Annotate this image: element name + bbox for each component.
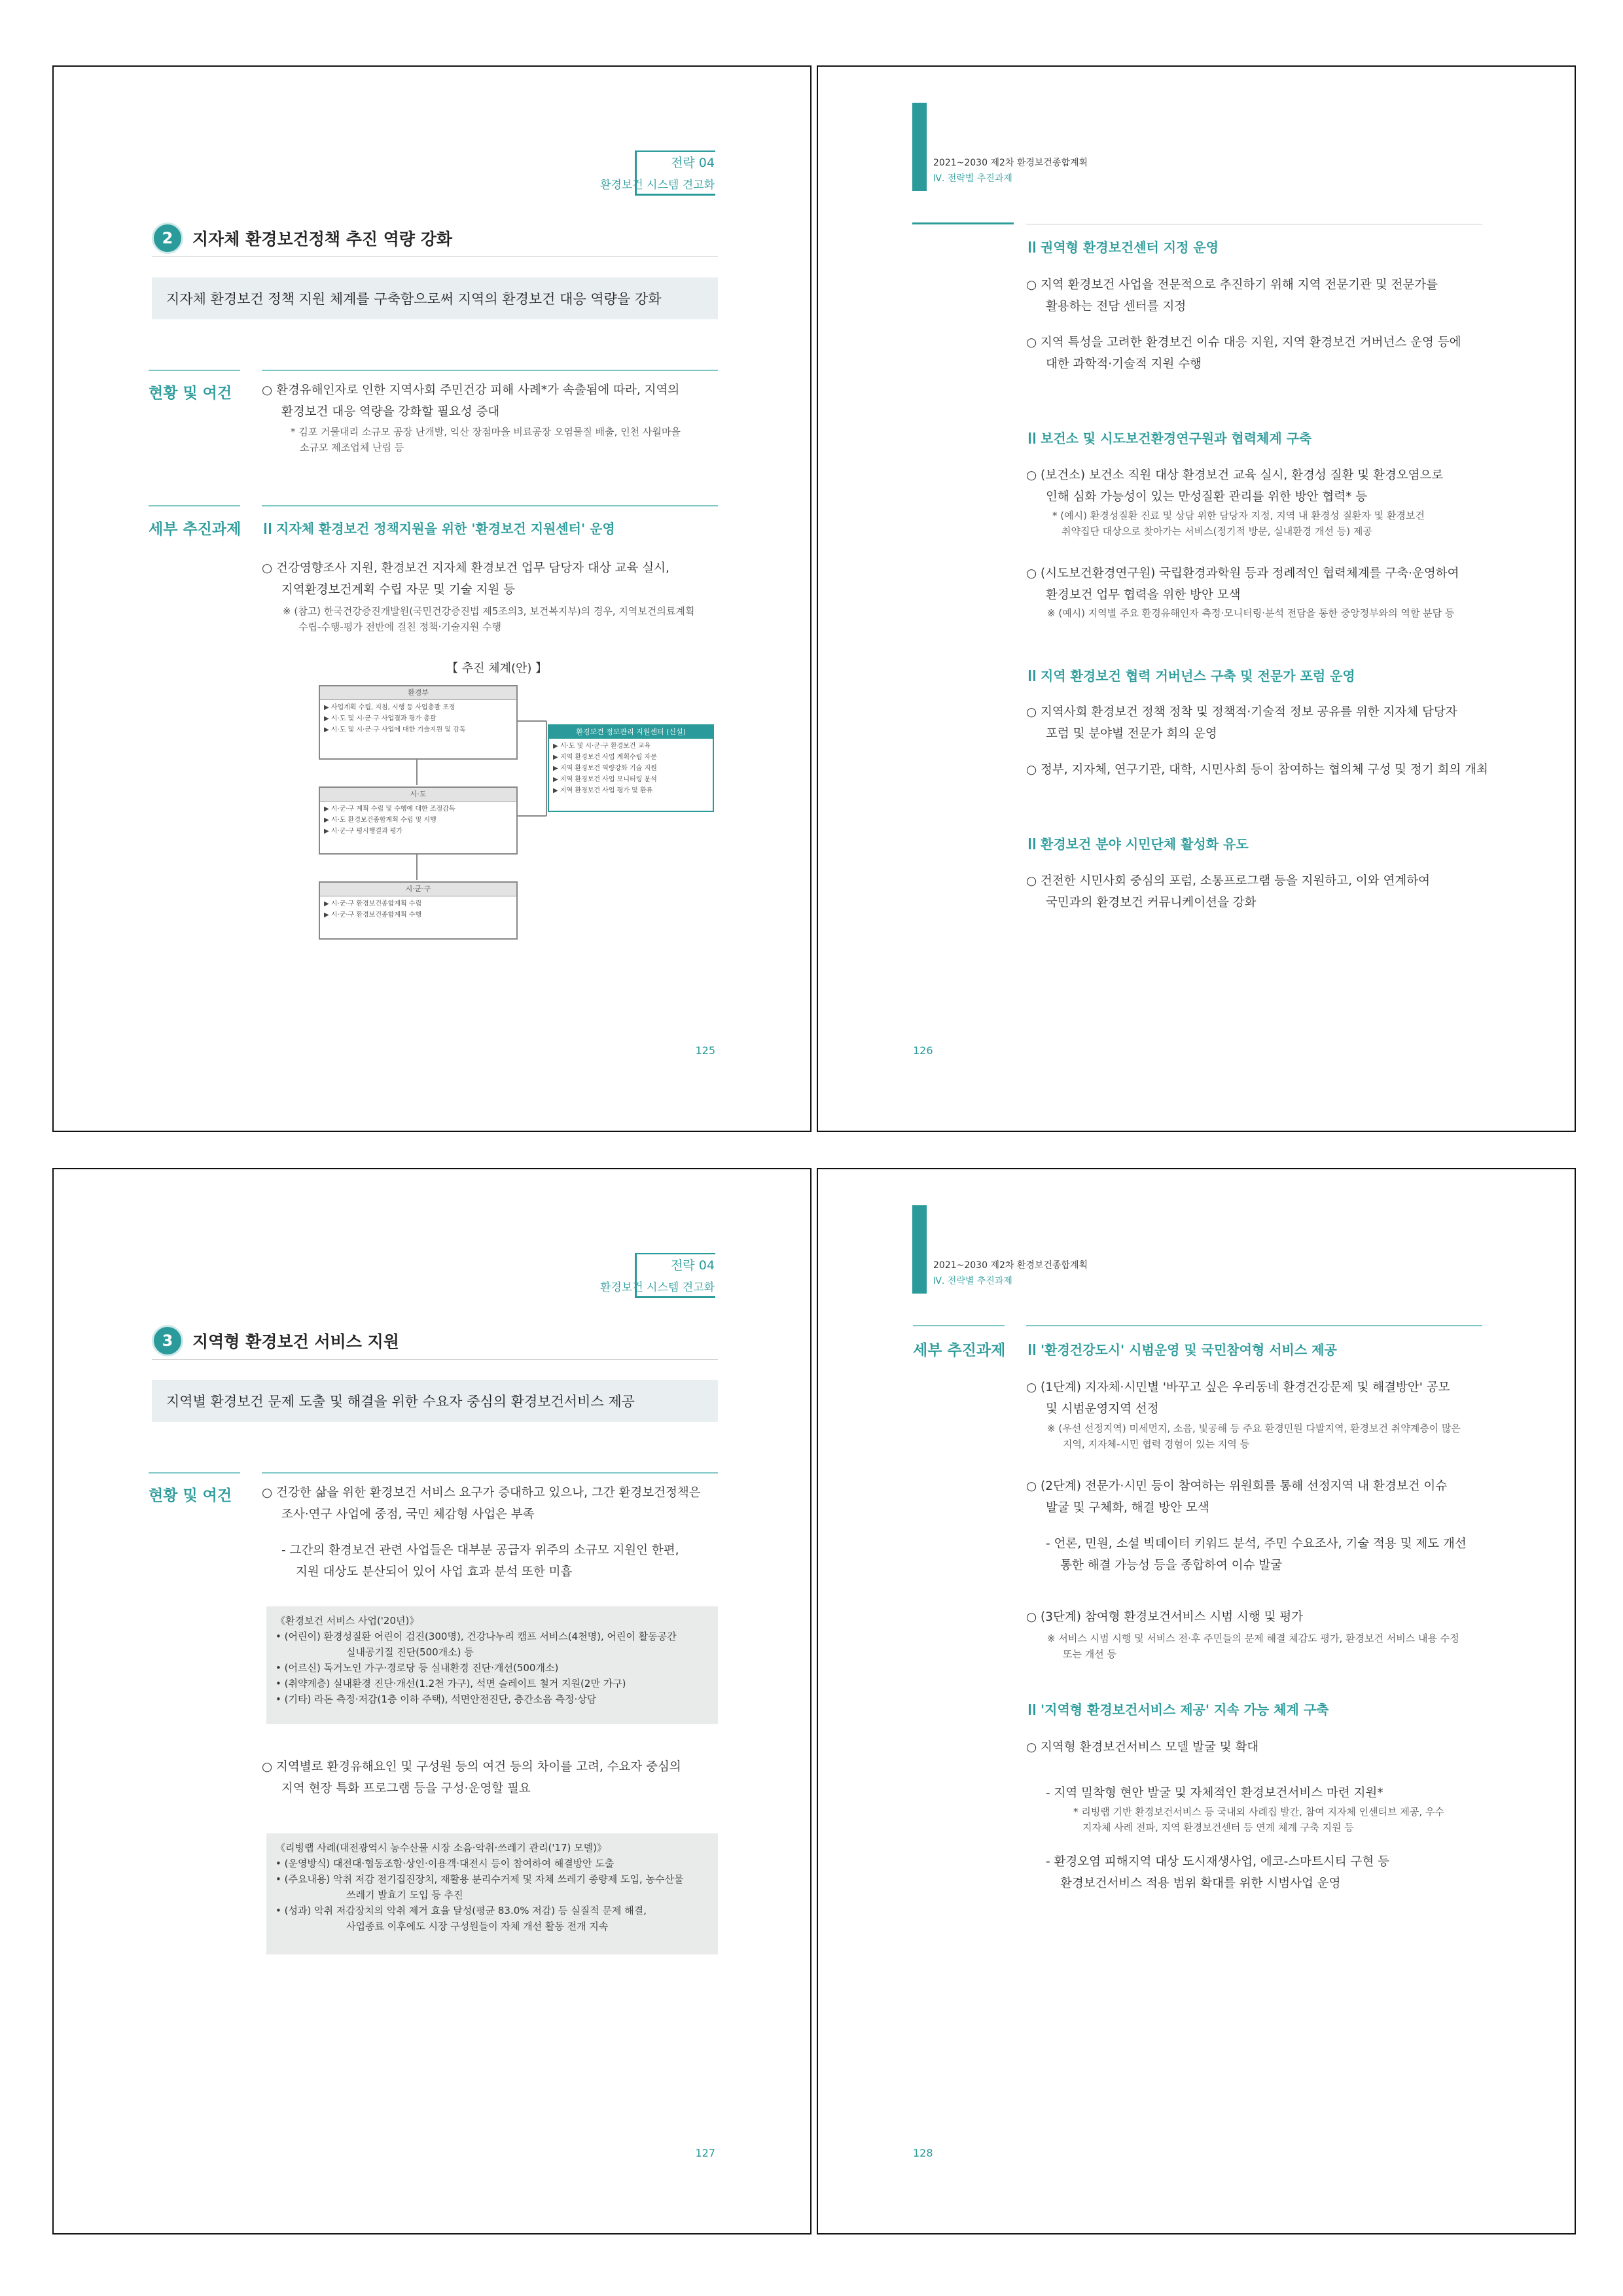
divider — [262, 370, 718, 371]
list-line: • (어르신) 독거노인 가구·경로당 등 실내환경 진단·개선(500개소) — [276, 1662, 559, 1674]
list-line: • (어린이) 환경성질환 어린이 검진(300명), 건강나누리 캠프 서비스(4천명), 어린이 활동공간 — [276, 1631, 677, 1642]
task-note — [283, 603, 694, 635]
page-127 — [52, 1168, 812, 2234]
text-line: 환경보건서비스 적용 범위 확대를 위한 시범사업 운영 — [1060, 1877, 1341, 1890]
bar-icon — [1029, 433, 1035, 444]
header-plan: 2021~2030 제2차 환경보건종합계획 — [933, 1260, 1088, 1271]
text-line: ※ (우선 선정지역) 미세먼지, 소음, 빛공해 등 주요 환경민원 다발지역, 환경보건 취약계층이 많은 — [1047, 1422, 1461, 1434]
list-line: ▶ 시·도 및 시·군·구 환경보건 교육 — [553, 743, 651, 750]
subheading-text: '환경건강도시' 시범운영 및 국민참여형 서비스 제공 — [1041, 1342, 1337, 1358]
text-line: - 언론, 민원, 소셜 빅데이터 키워드 분석, 주민 수요조사, 기술 적용 및 제도 개선 — [1046, 1537, 1467, 1551]
divider — [1026, 1325, 1482, 1326]
text-line: 수립-수행-평가 전반에 걸친 정책·기술지원 수행 — [298, 621, 501, 633]
text-line: ○ (3단계) 참여형 환경보건서비스 시범 시행 및 평가 — [1026, 1610, 1304, 1624]
section-summary: 지역별 환경보건 문제 도출 및 해결을 위한 수요자 중심의 환경보건서비스 제공 — [152, 1380, 718, 1422]
text-line: ○ 건전한 시민사회 중심의 포럼, 소통프로그램 등을 지원하고, 이와 연계하여 — [1026, 874, 1430, 888]
list-line: ▶ 시·군·구 환경보건종합계획 수행 — [324, 911, 422, 919]
list-line: ▶ 시·도 및 시·군·구 사업에 대한 기술지원 및 감독 — [324, 726, 466, 733]
list-line: • (취약계층) 실내환경 진단·개선(1.2천 가구), 석면 슬레이트 철거 지원(2만 가구) — [276, 1678, 626, 1689]
note — [1047, 1631, 1459, 1662]
list-line: • (주요내용) 악취 저감 전기집진장치, 재활용 분리수거제 및 자체 쓰레기 종량제 도입, 농수산물 — [276, 1873, 684, 1885]
text-line: ○ (보건소) 보건소 직원 대상 환경보건 교육 실시, 환경성 질환 및 환경오염으로 — [1026, 468, 1444, 482]
divider — [149, 505, 240, 506]
note — [1047, 1421, 1461, 1452]
text-line: 또는 개선 등 — [1063, 1648, 1116, 1660]
divider — [913, 1325, 1005, 1326]
list-line: 쓰레기 발효기 도입 등 추진 — [346, 1889, 463, 1901]
running-header — [933, 155, 1088, 186]
page-128 — [817, 1168, 1576, 2234]
bar-icon — [1029, 670, 1035, 681]
running-header — [933, 1258, 1088, 1289]
strategy-tag — [600, 152, 715, 196]
section-number: 3 — [152, 1325, 183, 1356]
list-line: ▶ 시·군·구 환경보건종합계획 수립 — [324, 900, 422, 908]
text-line: 환경보건 대응 역량을 강화할 필요성 증대 — [281, 405, 500, 419]
text-line: 지역 현장 특화 프로그램 등을 구성·운영할 필요 — [281, 1782, 531, 1795]
section-summary: 지자체 환경보건 정책 지원 체계를 구축함으로써 지역의 환경보건 대응 역량을 강화 — [152, 277, 718, 319]
list-line: ▶ 시·도 및 시·군·구 사업결과 평가 총괄 — [324, 715, 437, 722]
header-chapter: Ⅳ. 전략별 추진과제 — [933, 173, 1012, 184]
box-header: 시·도 — [320, 788, 516, 802]
page-number: 126 — [913, 1044, 933, 1057]
list-line: ▶ 시·도 환경보건종합계획 수립 및 시행 — [324, 817, 437, 824]
divider — [149, 370, 240, 371]
text-line: ○ 정부, 지자체, 연구기관, 대학, 시민사회 등이 참여하는 협의체 구성 및 정기 회의 개최 — [1026, 763, 1488, 777]
program-box — [266, 1606, 718, 1724]
text-line: - 지역 밀착형 현안 발굴 및 자체적인 환경보건서비스 마련 지원* — [1046, 1786, 1383, 1800]
box-header: 환경보건 정보관리 지원센터 (신설) — [549, 726, 713, 739]
list-line: 《환경보건 서비스 사업('20년)》 — [276, 1615, 419, 1627]
divider — [152, 256, 718, 257]
list-line: ▶ 사업계획 수립, 지침, 시행 등 사업총괄 조정 — [324, 704, 455, 711]
text-block — [262, 1482, 701, 1583]
bar-icon — [1029, 838, 1035, 849]
subheading — [1029, 665, 1355, 684]
list-line: 사업종료 이후에도 시장 구성원들이 자체 개선 활동 전개 지속 — [346, 1920, 609, 1932]
divider — [149, 1472, 240, 1474]
text-line: 환경보건 업무 협력을 위한 방안 모색 — [1046, 588, 1241, 602]
list-line: ▶ 시·군·구 평시행결과 평가 — [324, 828, 403, 835]
strategy-label: 전략 04 — [671, 156, 715, 170]
text-line: 대한 과학적·기술적 지원 수행 — [1046, 357, 1202, 371]
bar-icon — [1029, 1344, 1035, 1355]
page-number: 128 — [913, 2147, 933, 2159]
text-line: * (예시) 환경성질환 진료 및 상담 위한 담당자 지정, 지역 내 환경성 질환자 및 환경보건 — [1052, 510, 1425, 521]
section-heading — [152, 1325, 399, 1356]
header-plan: 2021~2030 제2차 환경보건종합계획 — [933, 158, 1088, 168]
status-label: 현황 및 여건 — [149, 1487, 232, 1504]
text-line: ○ 지역사회 환경보건 정책 정착 및 정책적·기술적 정보 공유를 위한 지자체 담당자 — [1026, 705, 1457, 719]
text-block — [1026, 870, 1430, 913]
text-line: 취약집단 대상으로 찾아가는 서비스(정기적 방문, 실내환경 개선 등) 제공 — [1061, 525, 1372, 537]
list-line: • (운영방식) 대전대·협동조합·상인·이용객·대전시 등이 참여하여 해결방안 도출 — [276, 1858, 615, 1869]
text-line: ※ (참고) 한국건강증진개발원(국민건강증진법 제5조의3, 보건복지부)의 경우, 지역보건의료계획 — [283, 605, 695, 617]
text-line: ○ 지역별로 환경유해요인 및 구성원 등의 여건 등의 차이를 고려, 수요자 중심의 — [262, 1760, 681, 1774]
case-box — [266, 1833, 718, 1954]
header-accent — [912, 103, 927, 191]
strategy-label: 전략 04 — [671, 1258, 715, 1273]
divider — [262, 1472, 718, 1474]
subheading-text: 환경보건 분야 시민단체 활성화 유도 — [1041, 836, 1249, 852]
status-note — [291, 424, 681, 455]
list-line: 《리빙랩 사례(대전광역시 농수산물 시장 소음·악취·쓰레기 관리('17) 모델)》 — [276, 1842, 607, 1854]
strategy-subtitle: 환경보건 시스템 견고화 — [599, 1281, 715, 1294]
text-line: ○ 지역 환경보건 사업을 전문적으로 추진하기 위해 지역 전문기관 및 전문가를 — [1026, 278, 1438, 292]
divider — [912, 222, 1014, 224]
organization-diagram — [312, 679, 812, 1025]
text-line: * 김포 거물대리 소규모 공장 난개발, 익산 장점마을 비료공장 오염물질 배출, 인천 사월마을 — [291, 426, 681, 438]
text-line: ○ 지역형 환경보건서비스 모델 발굴 및 확대 — [1026, 1740, 1259, 1754]
note — [1073, 1804, 1444, 1835]
status-text — [262, 380, 679, 423]
text-line: ○ (1단계) 지자체·시민별 '바꾸고 싶은 우리동네 환경건강문제 및 해결방안' 공모 — [1026, 1381, 1450, 1394]
text-line: ○ 건강영향조사 지원, 환경보건 지자체 환경보건 업무 담당자 대상 교육 실시, — [262, 561, 669, 575]
list-line: 실내공기질 진단(500개소) 등 — [346, 1646, 474, 1658]
bar-icon — [1029, 241, 1035, 253]
list-line: ▶ 지역 환경보건 사업 계획수립 자문 — [553, 754, 657, 761]
section-heading — [152, 222, 452, 254]
text-line: 소규모 제조업체 난립 등 — [300, 442, 404, 453]
text-line: ○ 지역 특성을 고려한 환경보건 이슈 대응 지원, 지역 환경보건 거버넌스 운영 등에 — [1026, 336, 1461, 349]
subheading — [1029, 1339, 1337, 1358]
text-line: ○ 건강한 삶을 위한 환경보건 서비스 요구가 증대하고 있으나, 그간 환경보건정책은 — [262, 1486, 701, 1500]
text-block — [1026, 563, 1459, 606]
strategy-tag — [600, 1254, 715, 1299]
box-header: 환경부 — [320, 686, 516, 700]
page-125 — [52, 65, 812, 1132]
section-number: 2 — [152, 222, 183, 254]
task-text — [262, 557, 669, 601]
text-line: 및 시범운영지역 선정 — [1046, 1402, 1159, 1416]
text-line: 활용하는 전담 센터를 지정 — [1046, 300, 1186, 313]
list-line: ▶ 지역 환경보건 사업 평가 및 환류 — [553, 787, 653, 794]
header-accent — [912, 1205, 927, 1294]
list-line: • (성과) 악취 저감장치의 악취 제거 효율 달성(평균 83.0% 저감) 등 실질적 문제 해결, — [276, 1905, 647, 1916]
text-line: 인해 심화 가능성이 있는 만성질환 관리를 위한 방안 협력* 등 — [1046, 490, 1368, 504]
subheading — [1029, 1699, 1329, 1718]
divider — [152, 1359, 718, 1360]
text-line: 지역, 지자체-시민 협력 경험이 있는 지역 등 — [1063, 1438, 1250, 1450]
subheading-text: 보건소 및 시도보건환경연구원과 협력체계 구축 — [1041, 431, 1312, 446]
divider — [262, 505, 718, 506]
text-line: - 환경오염 피해지역 대상 도시재생사업, 에코-스마트시티 구현 등 — [1046, 1855, 1390, 1869]
header-chapter: Ⅳ. 전략별 추진과제 — [933, 1276, 1012, 1286]
text-line: 통한 해결 가능성 등을 종합하여 이슈 발굴 — [1060, 1559, 1283, 1572]
note — [1052, 508, 1425, 539]
task-subheading — [264, 518, 615, 537]
text-line: 조사·연구 사업에 중점, 국민 체감형 사업은 부족 — [281, 1508, 535, 1521]
text-line: 포럼 및 분야별 전문가 회의 운영 — [1046, 727, 1217, 741]
text-block — [1026, 465, 1443, 508]
list-line: • (기타) 라돈 측정·저감(1층 이하 주택), 석면안전진단, 층간소음 측정·상담 — [276, 1693, 597, 1705]
diagram-title: 【 추진 체계(안) 】 — [446, 662, 548, 675]
text-line: ※ 서비스 시범 시행 및 서비스 전·후 주민들의 문제 해결 체감도 평가, 환경보건 서비스 내용 수정 — [1047, 1633, 1459, 1644]
subheading — [1029, 428, 1311, 447]
text-block — [1026, 1475, 1467, 1576]
task-label: 세부 추진과제 — [913, 1342, 1006, 1359]
text-block — [262, 1756, 681, 1799]
text-line: 국민과의 환경보건 커뮤니케이션을 강화 — [1046, 896, 1257, 910]
text-line: 지역환경보건계획 수립 자문 및 기술 지원 등 — [281, 583, 515, 597]
text-block — [1026, 701, 1488, 781]
subheading-text: 지자체 환경보건 정책지원을 위한 '환경보건 지원센터' 운영 — [276, 521, 615, 537]
page-number: 125 — [695, 1044, 715, 1057]
bar-icon — [1029, 1704, 1035, 1715]
subheading-text: '지역형 환경보건서비스 제공' 지속 가능 체계 구축 — [1041, 1702, 1329, 1718]
text-block — [1046, 1851, 1389, 1894]
strategy-subtitle: 환경보건 시스템 견고화 — [599, 179, 715, 192]
text-line: ○ (시도보건환경연구원) 국립환경과학원 등과 정례적인 협력체계를 구축·운영하여 — [1026, 567, 1459, 580]
subheading-text: 지역 환경보건 협력 거버넌스 구축 및 전문가 포럼 운영 — [1041, 668, 1355, 684]
subheading — [1029, 834, 1249, 853]
page-126 — [817, 65, 1576, 1132]
text-block — [1026, 274, 1461, 375]
diagram-connectors — [312, 679, 812, 1025]
section-title: 지자체 환경보건정책 추진 역량 강화 — [192, 230, 453, 249]
page-number: 127 — [695, 2147, 715, 2159]
text-line: 지원 대상도 분산되어 있어 사업 효과 분석 또한 미흡 — [296, 1565, 573, 1579]
list-line: ▶ 지역 환경보건 사업 모니터링 분석 — [553, 776, 657, 783]
bar-icon — [264, 523, 271, 534]
text-line: ○ (2단계) 전문가·시민 등이 참여하는 위원회를 통해 선정지역 내 환경보건 이슈 — [1026, 1479, 1448, 1493]
text-block — [1026, 1377, 1450, 1420]
section-title: 지역형 환경보건 서비스 지원 — [192, 1332, 399, 1351]
subheading — [1029, 237, 1219, 256]
note: ※ (예시) 지역별 주요 환경유해인자 측정·모니터링·분석 전담을 통한 중앙정부와의 역할 분담 등 — [1047, 607, 1455, 619]
task-label: 세부 추진과제 — [149, 521, 241, 538]
list-line: ▶ 지역 환경보건 역량강화 기술 지원 — [553, 765, 657, 772]
text-line: 발굴 및 구체화, 해결 방안 모색 — [1046, 1501, 1209, 1515]
text-line: - 그간의 환경보건 관련 사업들은 대부분 공급자 위주의 소규모 지원인 한편, — [281, 1544, 679, 1557]
subheading-text: 권역형 환경보건센터 지정 운영 — [1041, 239, 1219, 255]
list-line: ▶ 시·군·구 계획 수립 및 수행에 대한 조정감독 — [324, 805, 455, 813]
text-line: * 리빙랩 기반 환경보건서비스 등 국내외 사례집 발간, 참여 지자체 인센티브 제공, 우수 — [1073, 1806, 1444, 1818]
text-line: 지자체 사례 전파, 지역 환경보건센터 등 연계 체계 구축 지원 등 — [1082, 1822, 1354, 1833]
box-header: 시·군·구 — [320, 883, 516, 896]
text-line: ○ 환경유해인자로 인한 지역사회 주민건강 피해 사례*가 속출됨에 따라, 지역의 — [262, 383, 680, 397]
status-label: 현황 및 여건 — [149, 385, 232, 402]
